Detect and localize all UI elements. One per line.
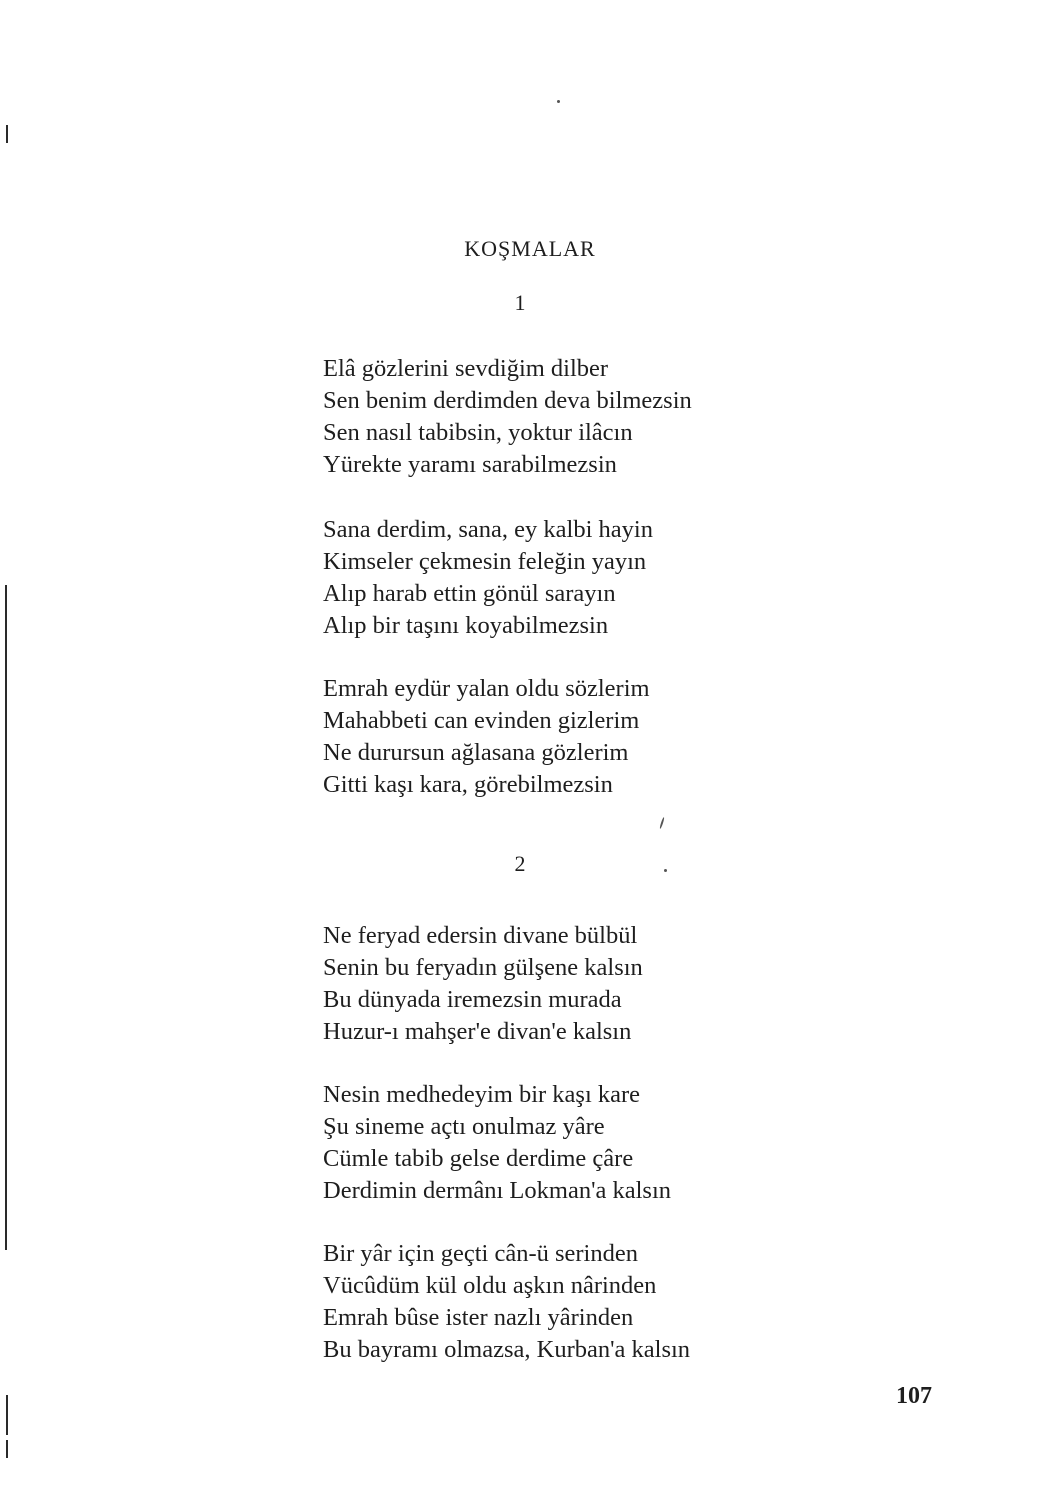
- verse-line: Bir yâr için geçti cân-ü serinden: [323, 1240, 638, 1267]
- verse-line: Şu sineme açtı onulmaz yâre: [323, 1113, 605, 1140]
- scan-edge-mark: [6, 125, 8, 143]
- scan-speck: [659, 817, 665, 829]
- verse-line: Alıp harab ettin gönül sarayın: [323, 580, 616, 607]
- poem-1-stanza-3: [323, 673, 650, 801]
- poem-number-1: 1: [514, 290, 526, 315]
- verse-line: Cümle tabib gelse derdime çâre: [323, 1145, 634, 1172]
- verse-line: Derdimin dermânı Lokman'a kalsın: [323, 1177, 672, 1204]
- poem-number-2: 2: [514, 851, 526, 876]
- poem-2-stanza-2: [323, 1079, 671, 1207]
- scan-speck: [557, 100, 560, 103]
- poem-1-stanza-1: [323, 353, 692, 481]
- verse-line: Emrah bûse ister nazlı yârinden: [323, 1304, 634, 1331]
- verse-line: Nesin medhedeyim bir kaşı kare: [323, 1081, 641, 1108]
- poem-1-stanza-2: [323, 514, 653, 642]
- page-number: 107: [896, 1383, 932, 1409]
- scan-edge-mark: [5, 585, 7, 1250]
- verse-line: Ne durursun ağlasana gözlerim: [323, 739, 629, 766]
- scan-edge-mark: [6, 1395, 8, 1435]
- verse-line: Ne feryad edersin divane bülbül: [323, 922, 638, 949]
- verse-line: Vücûdüm kül oldu aşkın nârinden: [323, 1272, 657, 1299]
- verse-line: Sen nasıl tabibsin, yoktur ilâcın: [323, 419, 633, 446]
- verse-line: Kimseler çekmesin feleğin yayın: [323, 548, 647, 575]
- verse-line: Alıp bir taşını koyabilmezsin: [323, 612, 609, 639]
- verse-line: Huzur-ı mahşer'e divan'e kalsın: [323, 1018, 632, 1045]
- verse-line: Bu bayramı olmazsa, Kurban'a kalsın: [323, 1336, 691, 1363]
- poem-2-stanza-1: [323, 920, 643, 1048]
- verse-line: Yürekte yaramı sarabilmezsin: [323, 451, 617, 478]
- verse-line: Senin bu feryadın gülşene kalsın: [323, 954, 643, 981]
- section-title: KOŞMALAR: [464, 236, 596, 261]
- verse-line: Sen benim derdimden deva bilmezsin: [323, 387, 692, 414]
- verse-line: Gitti kaşı kara, görebilmezsin: [323, 771, 613, 798]
- verse-line: Mahabbeti can evinden gizlerim: [323, 707, 640, 734]
- poem-2-stanza-3: [323, 1238, 690, 1366]
- verse-line: Bu dünyada iremezsin murada: [323, 986, 622, 1013]
- verse-line: Emrah eydür yalan oldu sözlerim: [323, 675, 650, 702]
- verse-line: Sana derdim, sana, ey kalbi hayin: [323, 516, 653, 543]
- scan-speck: [664, 869, 667, 872]
- scan-edge-mark: [6, 1440, 8, 1458]
- verse-line: Elâ gözlerini sevdiğim dilber: [323, 355, 609, 382]
